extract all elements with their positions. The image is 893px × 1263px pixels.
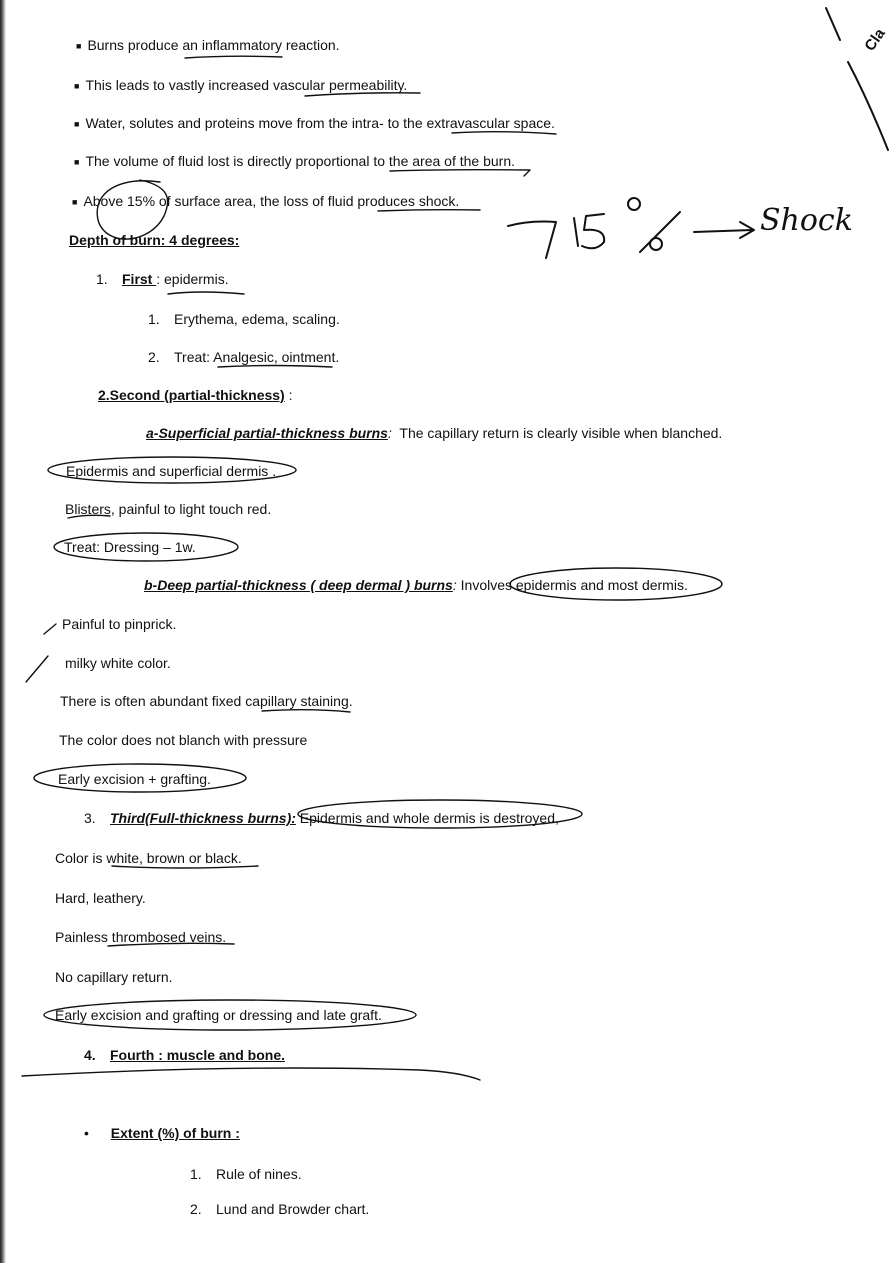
- second-degree: [98, 386, 293, 404]
- second-b-colon: :: [452, 577, 457, 593]
- first-item-1-text: Erythema, edema, scaling.: [174, 311, 340, 327]
- fourth-num: 4.: [84, 1047, 96, 1063]
- corner-stamp-text: Cla: [861, 25, 889, 55]
- extent-item-2-text: Lund and Browder chart.: [216, 1201, 370, 1217]
- scan-edge: [0, 0, 6, 1263]
- depth-heading: Depth of burn: 4 degrees:: [69, 232, 240, 248]
- third-line-3: Painless thrombosed veins.: [55, 929, 227, 945]
- third-line-1: Color is white, brown or black.: [55, 850, 242, 866]
- pen-underline: [262, 710, 350, 712]
- first-item-1-num: 1.: [148, 311, 160, 327]
- extent-bullet: [84, 1124, 240, 1142]
- pen-note-percent: [628, 198, 640, 210]
- second-b-line-5: Early excision + grafting.: [58, 771, 211, 787]
- bullet-fluid-shift: ■ Water, solutes and proteins move from the intra- to the extravascular space.: [74, 114, 555, 134]
- third-num: 3.: [84, 810, 96, 826]
- second-b-line-3: There is often abundant fixed capillary staining.: [60, 693, 353, 709]
- extent-item-1-num: 1.: [190, 1166, 202, 1182]
- pen-note-1: [574, 218, 578, 246]
- fourth-degree: [84, 1046, 285, 1064]
- pen-note-arrow: [694, 222, 754, 238]
- extent-item-2: [190, 1200, 369, 1218]
- first-num: 1.: [96, 271, 108, 287]
- extent-item-2-num: 2.: [190, 1201, 202, 1217]
- handwritten-shock-note: Shock: [760, 203, 853, 238]
- second-b-line-1: Painful to pinprick.: [62, 616, 177, 632]
- bullet-inflammatory: ■ Burns produce an inflammatory reaction.: [76, 36, 340, 56]
- extent-item-1: [190, 1165, 302, 1183]
- bullet-shock: ■ Above 15% of surface area, the loss of fluid produces shock.: [72, 192, 459, 212]
- pen-tick: [26, 656, 48, 682]
- pen-note-percent: [650, 238, 662, 250]
- second-a-title: a-Superficial partial-thickness burns: [146, 425, 388, 441]
- third-line-4: No capillary return.: [55, 969, 173, 985]
- first-item-1: [148, 310, 340, 328]
- pen-divider: [22, 1068, 480, 1080]
- second-b-title: b-Deep partial-thickness ( deep dermal ) burns: [144, 577, 453, 593]
- first-item-2: [148, 348, 339, 366]
- pen-underline: [168, 292, 244, 294]
- first-item-2-text: Treat: Analgesic, ointment.: [174, 349, 340, 365]
- pen-note-5: [582, 214, 604, 248]
- bullet-volume-lost: ■ The volume of fluid lost is directly proportional to the area of the burn.: [74, 152, 515, 172]
- second-a-line-3: Treat: Dressing – 1w.: [64, 539, 196, 555]
- first-item-2-num: 2.: [148, 349, 160, 365]
- bullet-permeability: ■ This leads to vastly increased vascular permeability.: [74, 76, 407, 96]
- second-a-line-2: Blisters, painful to light touch red.: [65, 501, 272, 517]
- pen-corner-stroke: [826, 8, 888, 150]
- second-b-line-2: milky white color.: [65, 655, 171, 671]
- first-degree: [96, 270, 229, 288]
- first-title: First: [122, 271, 157, 287]
- first-text: : epidermis.: [156, 271, 229, 287]
- pen-note-gt: [508, 222, 556, 259]
- second-title: 2.Second (partial-thickness): [98, 387, 285, 403]
- second-b: [144, 576, 688, 594]
- third-line-2: Hard, leathery.: [55, 890, 146, 906]
- extent-item-1-text: Rule of nines.: [216, 1166, 302, 1182]
- second-a-text: The capillary return is clearly visible when blanched.: [399, 425, 723, 441]
- second-a: [146, 424, 722, 442]
- pen-note-percent-slash: [640, 212, 680, 252]
- second-b-line-4: The color does not blanch with pressure: [59, 732, 308, 748]
- third-degree: [84, 809, 559, 827]
- pen-underline: [185, 56, 282, 58]
- pen-tick: [44, 624, 56, 634]
- second-a-line-1: Epidermis and superficial dermis .: [66, 463, 277, 479]
- third-text: Epidermis and whole dermis is destroyed,: [299, 810, 559, 826]
- second-b-text: Involves epidermis and most dermis.: [460, 577, 688, 593]
- third-line-5: Early excision and grafting or dressing and late graft.: [55, 1007, 382, 1023]
- fourth-title: Fourth : muscle and bone.: [110, 1047, 286, 1063]
- extent-title: Extent (%) of burn :: [110, 1125, 240, 1141]
- second-a-colon: :: [387, 425, 392, 441]
- second-suffix: :: [284, 387, 293, 403]
- third-title: Third(Full-thickness burns):: [110, 810, 296, 826]
